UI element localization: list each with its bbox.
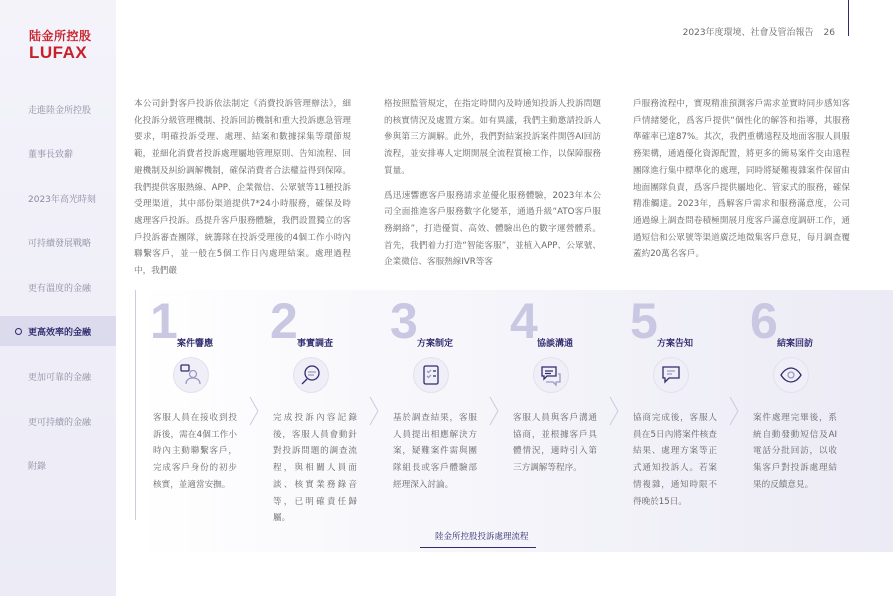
text-column-1 <box>134 96 351 288</box>
flow-step-4 <box>495 290 615 552</box>
paragraph: 本公司針對客戶投訴依法制定《消費投訴管理辦法》，細化投訴分級管理機制、投訴回訪機制和重大投訴應急管理要求，明確投訴受理、處理、結案和數據採集等環節規範，並細化消費者投訴處理屬地管理原則、告知流程、回避機制及糾紛調解機制，確保消費者合法權益得到保障。我們提供客服熱線、APP、企業微信、公眾號等11種投訴受理渠道，其中部份渠道提供7*24小時服務，確保及時處理客戶投訴。爲提升客戶服務體驗，我們設置獨立的客戶投訴審查團隊，統籌隊在投訴受理後的4個工作小時內聯繫客戶，並一般在5個工作日內處理結案。處理過程中，我們嚴 <box>134 99 351 277</box>
nav-item-sustainable-finance[interactable] <box>0 406 116 436</box>
sidebar <box>0 0 116 596</box>
nav-item-strategy[interactable] <box>0 227 116 257</box>
step-description: 基於調查結果，客服人員提出相應解決方案，疑難案件需與團隊組長或客戶體驗部經理深入討論。 <box>393 413 477 490</box>
step-number: 1 <box>150 293 178 349</box>
step-description: 客服人員在接收到投訴後，需在4個工作小時內主動聯繫客戶，完成客戶身份的初步核實，並適當安撫。 <box>153 413 237 490</box>
nav-item-reliable-finance[interactable] <box>0 361 116 391</box>
step-title: 案件響應 <box>176 339 213 349</box>
header-divider <box>848 0 849 36</box>
eye-icon <box>773 357 809 393</box>
page-header <box>683 25 835 38</box>
complaint-process-flow <box>135 290 893 552</box>
caption-underline <box>420 547 536 548</box>
paragraph: 爲迅速響應客戶服務請求並優化服務體驗，2023年本公司全面推進客戶服務數字化變革，通過升級“ATO客戶服務網絡”，打造優質、高效、體驗出色的數字運營體系。首先，我們着力打造“智能客服”，並植入APP、公眾號、企業微信、客服熱線IVR等客 <box>384 190 601 268</box>
nav-label: 附錄 <box>28 461 47 472</box>
nav-label: 更加可靠的金融 <box>28 372 92 383</box>
logo-cn: 陆金所控股 <box>29 29 92 43</box>
step-number: 6 <box>750 293 778 349</box>
nav-item-about[interactable] <box>0 94 116 124</box>
step-number: 5 <box>630 293 658 349</box>
nav-item-chairman[interactable] <box>0 138 116 168</box>
logo-en: LUFAX <box>29 43 88 62</box>
step-title: 協談溝通 <box>536 339 573 349</box>
step-number: 2 <box>270 293 298 349</box>
lufax-logo[interactable] <box>29 27 92 60</box>
nav-label: 2023年高光時刻 <box>28 194 96 205</box>
report-title: 2023年度環境、社會及管治報告 <box>682 28 814 38</box>
flow-step-2 <box>255 290 375 552</box>
flow-step-6 <box>735 290 855 552</box>
notice-chat-icon <box>653 357 689 393</box>
step-title: 事實調查 <box>296 339 333 349</box>
flow-step-1 <box>135 290 255 552</box>
active-dot-icon <box>15 328 22 335</box>
step-description: 完成投訴內容記錄後，客服人員會動針對投訴問題的調查流程，與相關人員面談、核實業務錄音等，已明確責任歸屬。 <box>273 413 357 524</box>
step-number: 4 <box>510 293 538 349</box>
step-title: 結案回訪 <box>776 339 813 349</box>
nav-label: 更有溫度的金融 <box>28 283 92 294</box>
flow-left-border <box>135 290 136 520</box>
step-number: 3 <box>390 293 418 349</box>
nav-item-warm-finance[interactable] <box>0 272 116 302</box>
flow-step-5 <box>615 290 735 552</box>
nav-label: 董事長致辭 <box>28 149 74 160</box>
nav-item-appendix[interactable] <box>0 450 116 480</box>
text-column-2 <box>384 96 601 279</box>
nav-label: 走進陸金所控股 <box>28 105 92 116</box>
checklist-icon <box>413 357 449 393</box>
flow-step-3 <box>375 290 495 552</box>
step-title: 方案制定 <box>416 339 453 349</box>
nav-item-highlights[interactable] <box>0 183 116 213</box>
person-chat-icon <box>173 357 209 393</box>
step-title: 方案告知 <box>656 339 693 349</box>
text-column-3 <box>633 96 850 271</box>
nav-label: 更高效率的金融 <box>28 327 92 338</box>
nav-label: 可持續發展戰略 <box>28 238 92 249</box>
nav-item-efficient-finance[interactable] <box>0 316 116 346</box>
chat-bubbles-icon <box>533 357 569 393</box>
paragraph: 戶服務流程中，實現精准預測客戶需求並實時同步感知客戶情緒變化，爲客戶提供“個性化的解答和指導，其服務準確率已達87%。其次，我們重構遠程及地面客服人員服務架構，通過優化資源配置，將更多的簡易案件交由遠程團隊進行集中標準化的處理，同時將疑難複雜案件保留由地面團隊負責，爲客戶提供屬地化、管家式的服務，確保精准觸達。2023年，爲解客戶需求和服務滿意度，公司通過線上調查問卷積極開展月度客戶滿意度調研工作，通過短信和公眾號等渠道廣泛地徵集客戶意見，每月調查覆蓋約20萬名客戶。 <box>633 99 850 260</box>
step-description: 案件處理完畢後，系統自動發動短信及AI電話分批回訪，以收集客戶對投訴處理結果的反饋意見。 <box>753 413 837 490</box>
nav-label: 更可持續的金融 <box>28 417 92 428</box>
flow-caption: 陸金所控股投訴處理流程 <box>435 532 529 542</box>
paragraph: 格按照監管規定，在指定時間內及時通知投訴人投訴問題的核實情況及處置方案。如有異議，我們主動邀請投訴人參與第三方調解。此外，我們對結案投訴案件開啓AI回訪流程，並安排專人定期開展全流程質檢工作，以保障服務質量。 <box>384 99 601 176</box>
step-description: 客服人員與客戶溝通協商，並根據客戶具體情況，適時引入第三方調解等程序。 <box>513 413 597 474</box>
page-number: 26 <box>823 28 835 38</box>
magnifier-person-icon <box>293 357 329 393</box>
step-description: 協商完成後，客服人員在5日內將案件核查結果、處理方案等正式通知投訴人。若案情複雜，通知時限不得晚於15日。 <box>633 413 717 507</box>
